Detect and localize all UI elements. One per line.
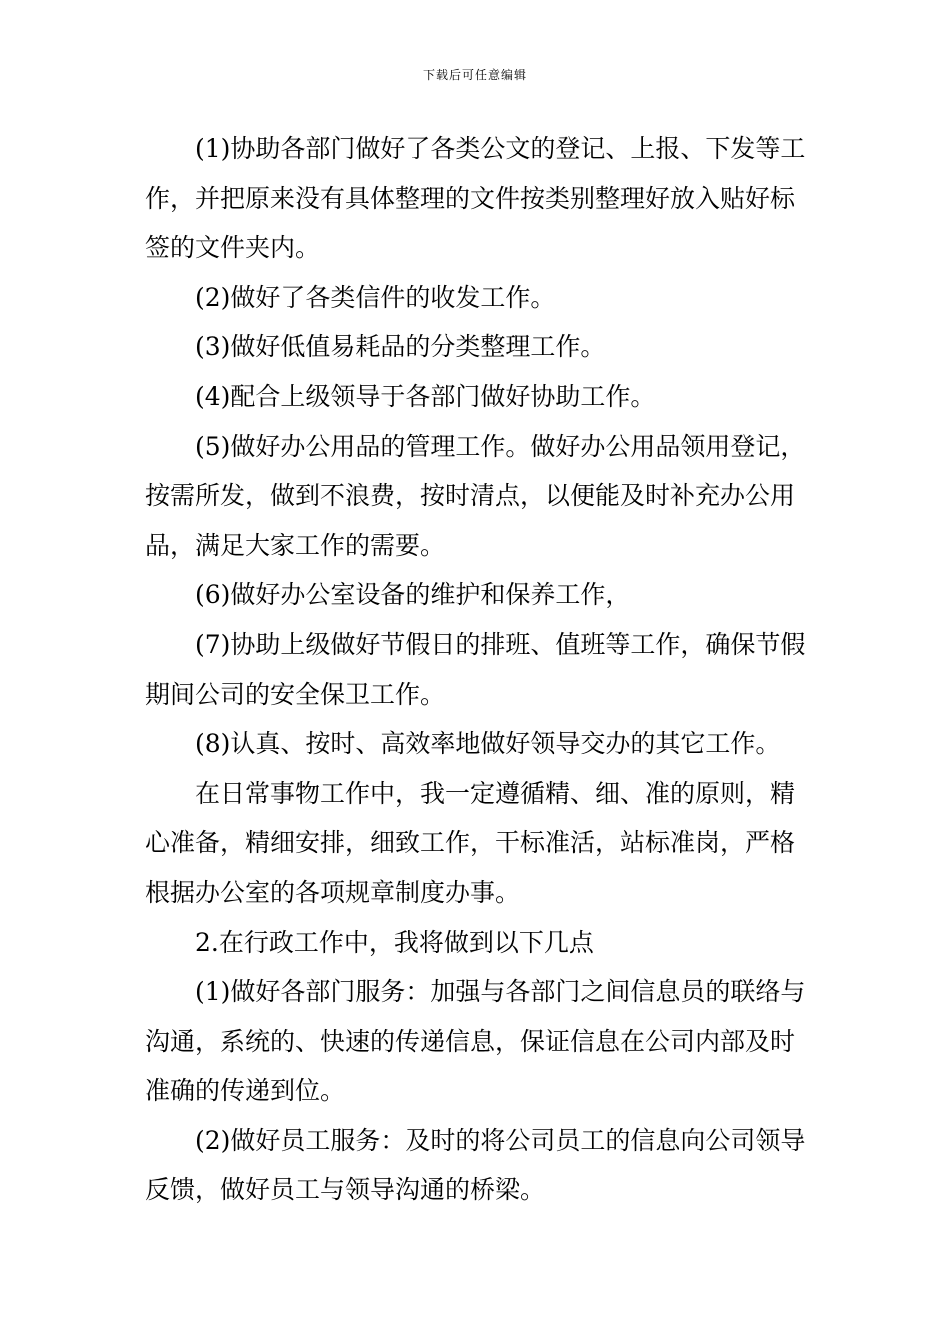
header-note: 下载后可任意编辑 — [422, 68, 527, 82]
paragraph-item-1-6: (6)做好办公室设备的维护和保养工作， — [195, 580, 631, 610]
paragraph-item-1-4: (4)配合上级领导于各部门做好协助工作。 — [195, 381, 656, 411]
paragraph-daily-work: 在日常事物工作中，我一定遵循精、细、准的原则，精心准备，精细安排，细致工作，干标准活，站标准岗，严格根据办公室的各项规章制度办事。 — [145, 778, 796, 907]
paragraph-item-2-2: (2)做好员工服务：及时的将公司员工的信息向公司领导反馈，做好员工与领导沟通的桥梁。 — [145, 1125, 806, 1205]
paragraph-item-1-8: (8)认真、按时、高效率地做好领导交办的其它工作。 — [195, 729, 781, 759]
paragraph-item-1-3: (3)做好低值易耗品的分类整理工作。 — [195, 332, 606, 362]
paragraph-item-1-5: (5)做好办公用品的管理工作。做好办公用品领用登记，按需所发，做到不浪费，按时清点，以便能及时补充办公用品，满足大家工作的需要。 — [145, 431, 806, 560]
section-heading-admin-work: 2.在行政工作中，我将做到以下几点 — [195, 927, 594, 957]
paragraph-item-1-7: (7)协助上级做好节假日的排班、值班等工作，确保节假期间公司的安全保卫工作。 — [145, 629, 806, 709]
paragraph-item-1-1: (1)协助各部门做好了各类公文的登记、上报、下发等工作，并把原来没有具体整理的文件按类别整理好放入贴好标签的文件夹内。 — [145, 134, 806, 263]
document-body — [145, 124, 815, 1215]
paragraph-item-1-2: (2)做好了各类信件的收发工作。 — [195, 282, 556, 312]
paragraph-item-2-1: (1)做好各部门服务：加强与各部门之间信息员的联络与沟通，系统的、快速的传递信息，保证信息在公司内部及时准确的传递到位。 — [145, 977, 806, 1106]
